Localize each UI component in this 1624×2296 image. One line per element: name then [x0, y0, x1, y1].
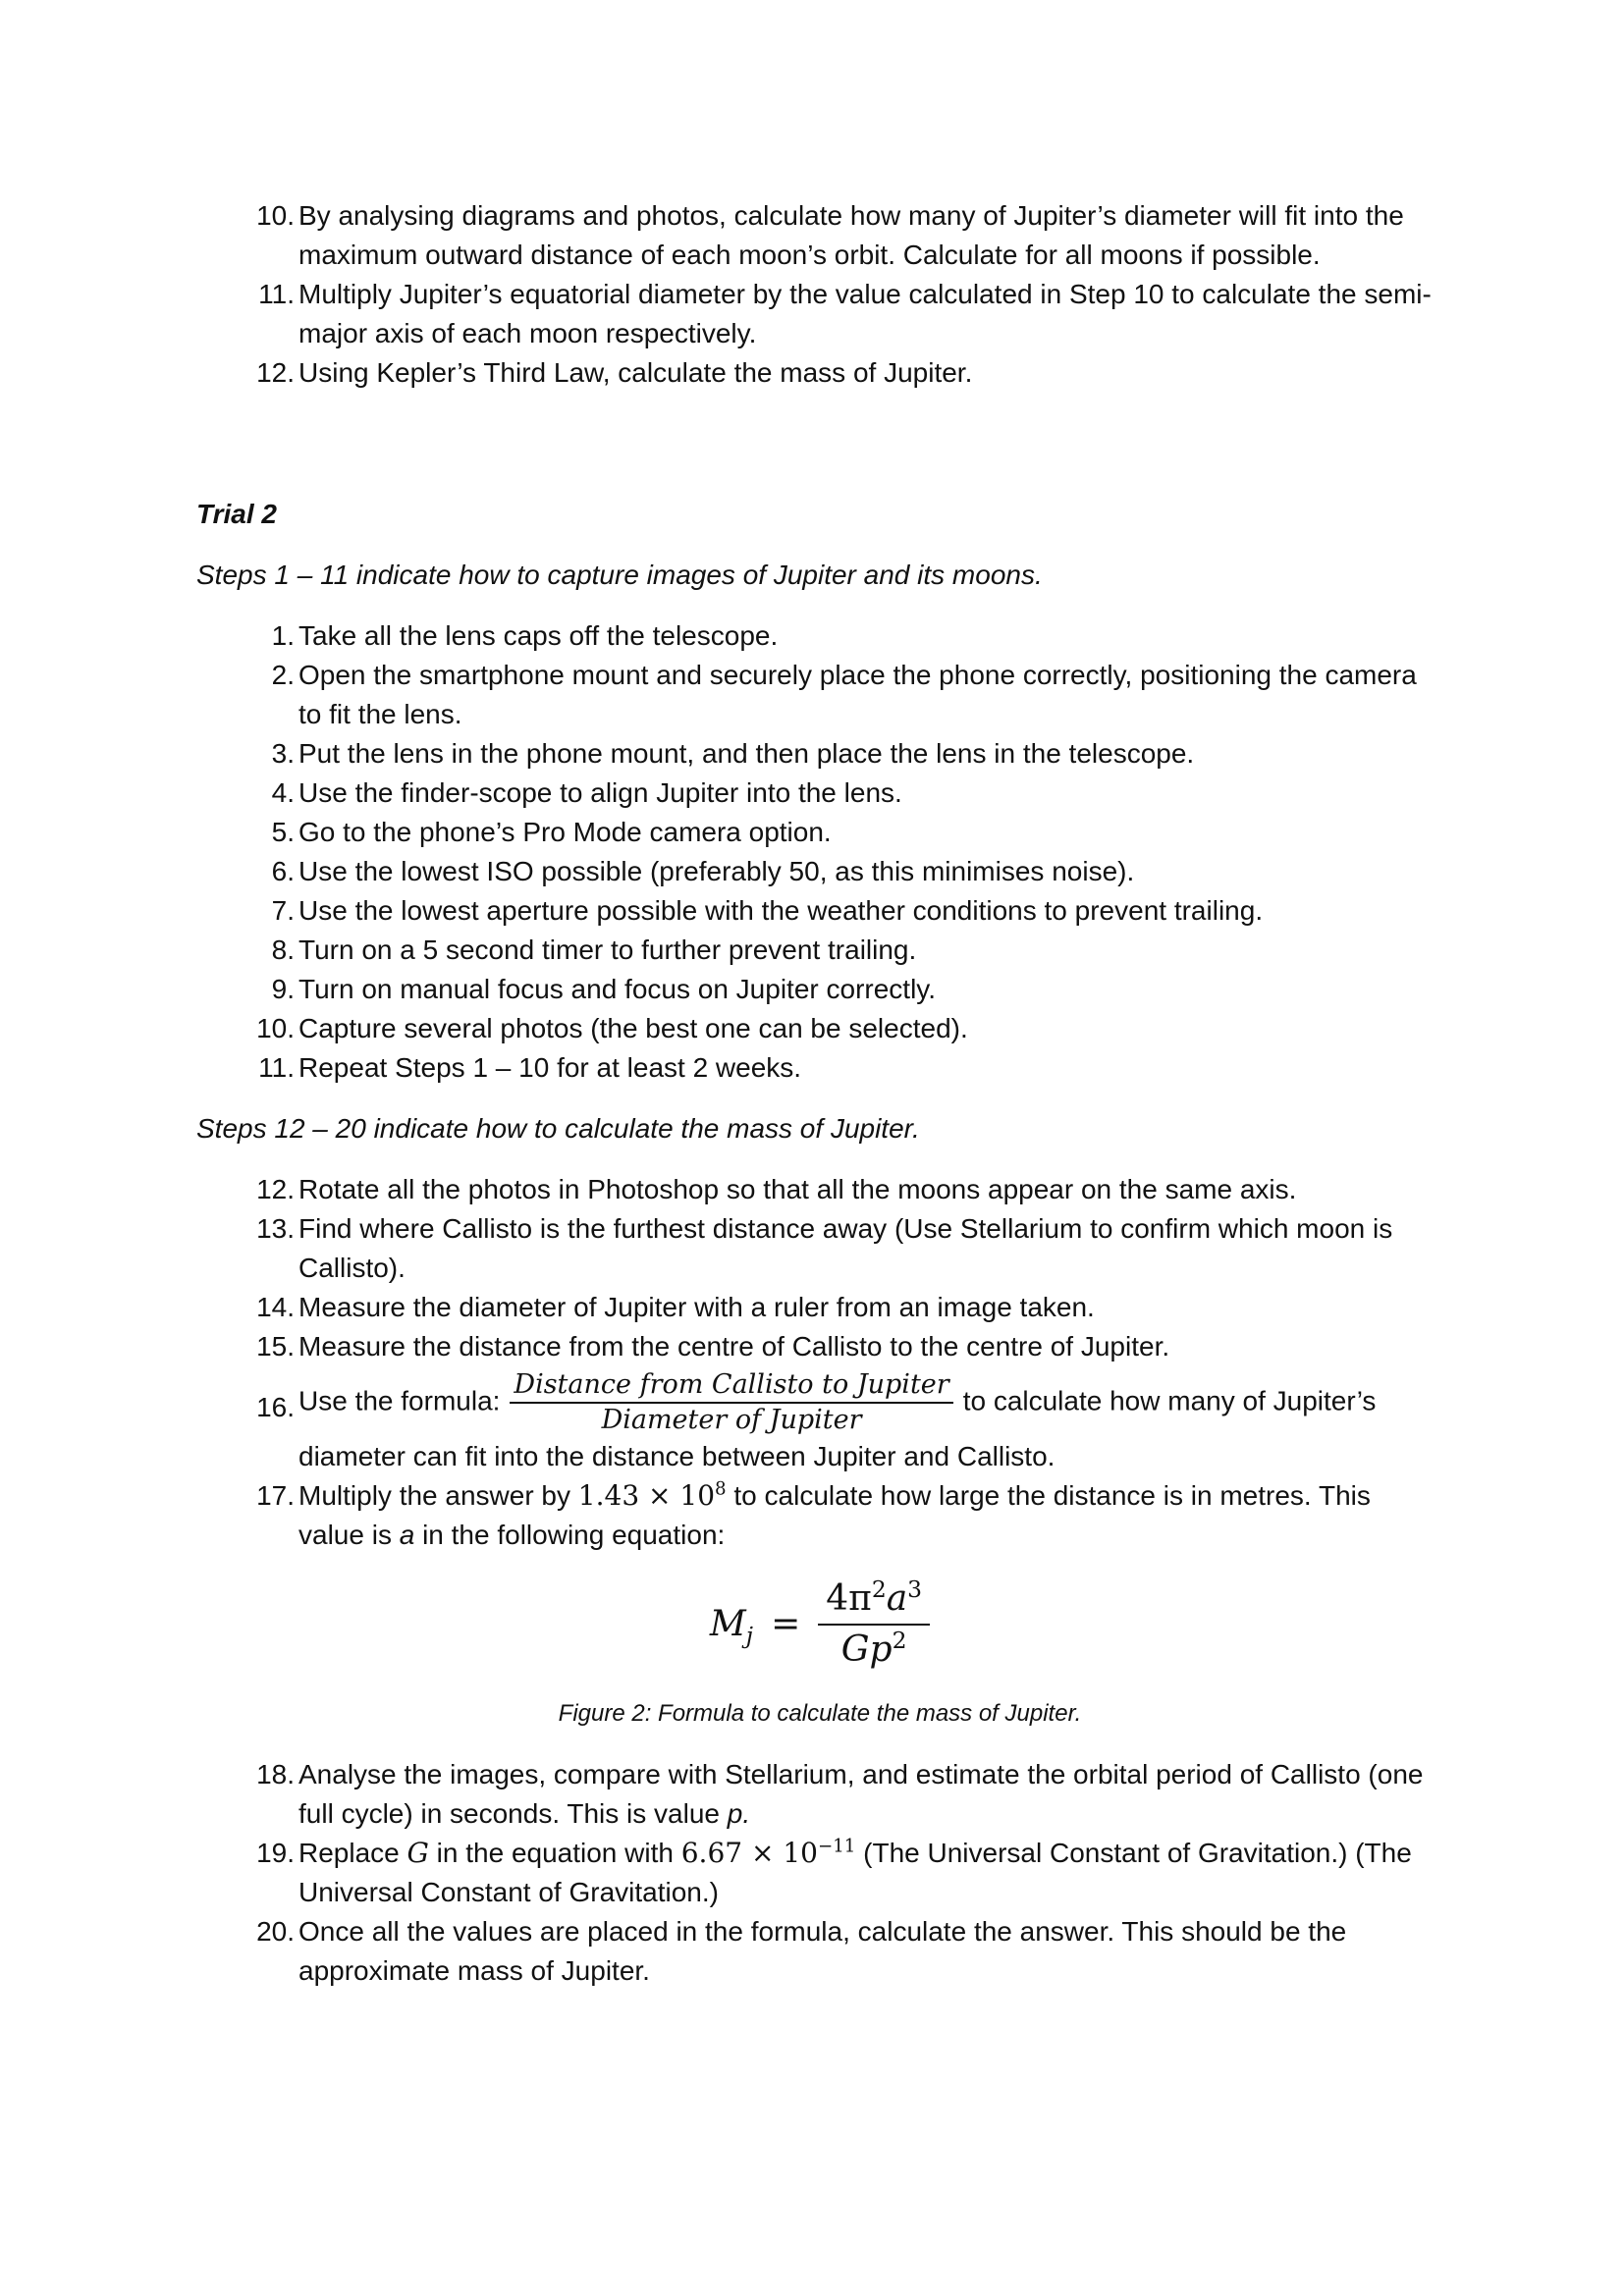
list-text: Open the smartphone mount and securely place the phone correctly, positioning the camera to fit the lens. — [298, 660, 1417, 729]
numerator-variable: a — [886, 1578, 908, 1619]
list-text: Repeat Steps 1 – 10 for at least 2 weeks. — [298, 1052, 802, 1083]
list-item — [196, 275, 1443, 353]
list-text — [296, 1476, 1443, 1555]
list-item — [196, 353, 1443, 393]
jupiter-mass-formula — [196, 1575, 1443, 1675]
mass-steps-list — [196, 1170, 1443, 1555]
variable-a: a — [399, 1520, 415, 1550]
capture-steps-list — [196, 616, 1443, 1088]
lhs-subscript: j — [745, 1622, 754, 1650]
list-text: Go to the phone’s Pro Mode camera option. — [298, 817, 832, 847]
list-text — [296, 1834, 1443, 1912]
list-number: 10. — [256, 1013, 295, 1043]
distance-ratio-fraction — [510, 1368, 952, 1437]
distance-scale-value — [578, 1479, 727, 1512]
step17-line2-prefix: value is — [298, 1520, 392, 1550]
value-exponent: −11 — [817, 1836, 856, 1857]
value-exponent: 8 — [715, 1478, 727, 1500]
list-text: Using Kepler’s Third Law, calculate the mass of Jupiter. — [298, 357, 973, 388]
list-text: Turn on a 5 second timer to further prevent trailing. — [298, 934, 917, 965]
list-item-step-18 — [196, 1755, 1443, 1834]
list-text: Measure the distance from the centre of Callisto to the centre of Jupiter. — [298, 1331, 1170, 1362]
page-content — [196, 196, 1443, 1991]
trial-heading: Trial 2 — [196, 499, 277, 529]
step16-continuation: diameter can fit into the distance between Jupiter and Callisto. — [298, 1441, 1056, 1471]
formula-lhs — [709, 1604, 754, 1650]
list-item — [196, 1048, 1443, 1088]
lhs-symbol: M — [709, 1604, 746, 1644]
list-item-step-17 — [196, 1476, 1443, 1555]
list-number: 18. — [256, 1759, 295, 1789]
numerator-exponent-2: 3 — [907, 1575, 923, 1603]
variable-g: G — [406, 1837, 429, 1869]
list-number: 16. — [256, 1392, 295, 1422]
list-number: 5. — [271, 817, 295, 847]
denominator-exponent: 2 — [892, 1627, 907, 1654]
list-number: 3. — [271, 738, 295, 769]
fraction-denominator: Diameter of Jupiter — [601, 1405, 862, 1435]
formula-denominator — [834, 1626, 915, 1675]
list-item — [196, 656, 1443, 734]
list-item — [196, 852, 1443, 891]
list-text: Take all the lens caps off the telescope. — [298, 620, 779, 651]
list-number: 7. — [271, 895, 295, 926]
list-number: 11. — [258, 279, 295, 309]
formula-equals: = — [771, 1604, 801, 1644]
list-number: 17. — [256, 1480, 295, 1511]
step19-middle: in the equation with — [436, 1838, 674, 1868]
list-number: 10. — [256, 200, 295, 231]
list-number: 15. — [256, 1331, 295, 1362]
list-number: 6. — [271, 856, 295, 886]
list-number: 1. — [271, 620, 295, 651]
formula-numerator — [818, 1575, 930, 1624]
step16-prefix: Use the formula: — [298, 1385, 501, 1416]
list-item — [196, 1170, 1443, 1209]
list-item — [196, 931, 1443, 970]
list-text: Use the finder-scope to align Jupiter into the lens. — [298, 777, 902, 808]
step16-suffix: to calculate how many of Jupiter’s — [962, 1385, 1377, 1416]
list-item-step-16 — [196, 1368, 1443, 1476]
capture-subheading: Steps 1 – 11 indicate how to capture images of Jupiter and its moons. — [196, 560, 1043, 590]
mass-subheading: Steps 12 – 20 indicate how to calculate the mass of Jupiter. — [196, 1113, 920, 1144]
list-item-step-19 — [196, 1834, 1443, 1912]
trial1-steps-list — [196, 196, 1443, 393]
list-number: 14. — [256, 1292, 295, 1322]
list-item — [196, 970, 1443, 1009]
list-item — [196, 196, 1443, 275]
list-text: By analysing diagrams and photos, calculate how many of Jupiter’s diameter will fit into the maximum outward distance of each moon’s orbit. Calculate for all moons if possible. — [298, 200, 1404, 270]
list-text: Once all the values are placed in the formula, calculate the answer. This should be the approximate mass of Jupiter. — [298, 1916, 1347, 1986]
list-text — [296, 1368, 1443, 1476]
list-text: Measure the diameter of Jupiter with a ruler from an image taken. — [298, 1292, 1095, 1322]
list-text: Capture several photos (the best one can be selected). — [298, 1013, 968, 1043]
list-item — [196, 774, 1443, 813]
list-text: Find where Callisto is the furthest distance away (Use Stellarium to confirm which moon is Callisto). — [298, 1213, 1393, 1283]
list-number: 8. — [271, 934, 295, 965]
final-steps-list — [196, 1755, 1443, 1991]
list-item — [196, 813, 1443, 852]
step17-prefix: Multiply the answer by — [298, 1480, 571, 1511]
list-text: Turn on manual focus and focus on Jupiter correctly. — [298, 974, 936, 1004]
gravitation-constant-value — [681, 1837, 856, 1869]
list-text: Use the lowest ISO possible (preferably 50, as this minimises noise). — [298, 856, 1135, 886]
list-text: Use the lowest aperture possible with the weather conditions to prevent trailing. — [298, 895, 1264, 926]
value-mantissa: 1.43 × 10 — [577, 1479, 716, 1512]
formula-fraction — [818, 1575, 930, 1675]
list-item — [196, 734, 1443, 774]
numerator-coefficient: 4π — [826, 1578, 872, 1619]
list-number: 11. — [258, 1052, 295, 1083]
list-item — [196, 616, 1443, 656]
list-number: 20. — [256, 1916, 295, 1947]
denominator-variables: Gp — [840, 1629, 893, 1670]
list-number: 12. — [256, 1174, 295, 1204]
list-item-step-20 — [196, 1912, 1443, 1991]
step19-prefix: Replace — [298, 1838, 400, 1868]
list-text: Put the lens in the phone mount, and then place the lens in the telescope. — [298, 738, 1195, 769]
list-text: Multiply Jupiter’s equatorial diameter by the value calculated in Step 10 to calculate the semi-major axis of each moon respectively. — [298, 279, 1432, 348]
step18-text: Analyse the images, compare with Stellarium, and estimate the orbital period of Callisto (one full cycle) in seconds. This is value — [298, 1759, 1424, 1829]
value-mantissa: 6.67 × 10 — [680, 1837, 818, 1869]
list-text: Rotate all the photos in Photoshop so that all the moons appear on the same axis. — [298, 1174, 1297, 1204]
list-item — [196, 1327, 1443, 1366]
list-number: 19. — [256, 1838, 295, 1868]
step17-line2-suffix: in the following equation: — [422, 1520, 726, 1550]
list-number: 13. — [256, 1213, 295, 1244]
list-item — [196, 1288, 1443, 1327]
list-item — [196, 891, 1443, 931]
step17-suffix: to calculate how large the distance is in metres. This — [733, 1480, 1371, 1511]
list-item — [196, 1009, 1443, 1048]
list-number: 2. — [271, 660, 295, 690]
fraction-numerator: Distance from Callisto to Jupiter — [514, 1369, 949, 1400]
variable-p: p. — [727, 1798, 751, 1829]
step19-suffix: (The Universal Constant of Gravitation.) (The Universal Constant of Gravitation.) — [298, 1838, 1412, 1907]
list-number: 9. — [271, 974, 295, 1004]
list-number: 12. — [256, 357, 295, 388]
list-item — [196, 1209, 1443, 1288]
list-number: 4. — [271, 777, 295, 808]
numerator-exponent-1: 2 — [871, 1575, 887, 1603]
figure-caption: Figure 2: Formula to calculate the mass of Jupiter. — [558, 1700, 1082, 1727]
list-text — [296, 1755, 1443, 1834]
